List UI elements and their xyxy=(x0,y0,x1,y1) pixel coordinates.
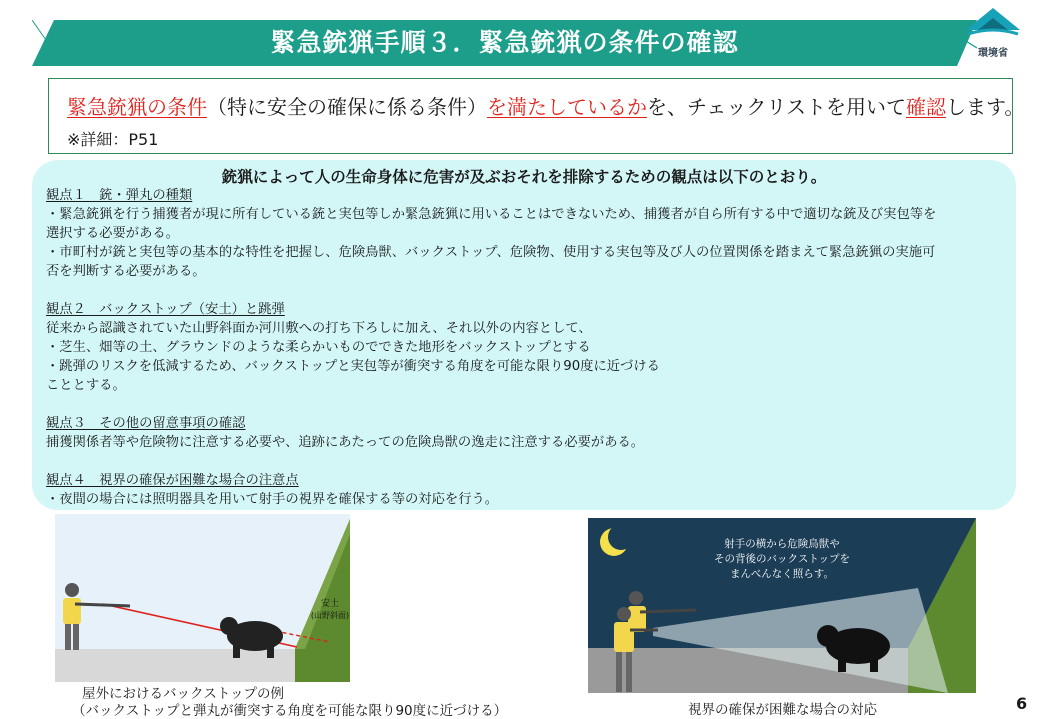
figure-2-caption: 視界の確保が困難な場合の対応 xyxy=(688,702,877,718)
condition-text: を、チェックリストを用いて xyxy=(647,95,906,119)
perspective-1-heading: 観点１ 銃・弾丸の種類 xyxy=(46,188,193,203)
condition-end: します。 xyxy=(946,95,1025,119)
perspective-2-line: こととする。 xyxy=(46,378,126,393)
condition-qualifier: （特に安全の確保に係る条件） xyxy=(207,95,487,119)
perspective-4-heading: 観点４ 視界の確保が困難な場合の注意点 xyxy=(46,473,299,488)
perspective-1-line: ・市町村が銃と実包等の基本的な特性を把握し、危険鳥獣、バックストップ、危険物、使用する実包等及び人の位置関係を踏まえて緊急銃猟の実施可 xyxy=(46,245,936,260)
perspective-2-line: ・跳弾のリスクを低減するため、バックストップと実包等が衝突する角度を可能な限り90度に近づける xyxy=(46,359,660,374)
perspective-2-heading: 観点２ バックストップ（安土）と跳弾 xyxy=(46,302,285,317)
ministry-logo xyxy=(958,2,1028,62)
slope-label: 安土 xyxy=(320,599,340,609)
perspective-1-line: 否を判断する必要がある。 xyxy=(46,264,206,279)
perspective-1-line: ・緊急銃猟を行う捕獲者が現に所有している銃と実包等しか緊急銃猟に用いることはできないため、捕獲者が自ら所有する中で適切な銃及び実包等を xyxy=(46,207,937,222)
figure-1-caption: 屋外におけるバックストップの例 xyxy=(82,686,284,702)
light-note: その背後のバックストップを xyxy=(713,553,851,565)
perspectives-panel xyxy=(32,160,1016,510)
backstop-illustration xyxy=(55,514,350,682)
perspective-2-line: ・芝生、畑等の土、グラウンドのような柔らかいものでできた地形をバックストップとする xyxy=(46,340,591,355)
night-visibility-illustration xyxy=(588,518,976,693)
condition-satisfied: を満たしているか xyxy=(487,95,647,119)
page-title: 緊急銃猟手順３．緊急銃猟の条件の確認 xyxy=(270,28,739,57)
perspective-4-line: ・夜間の場合には照明器具を用いて射手の視界を確保する等の対応を行う。 xyxy=(46,492,499,507)
panel-title: 銃猟によって人の生命身体に危害が及ぶおそれを排除するための観点は以下のとおり。 xyxy=(221,168,827,186)
light-note: まんべんなく照らす。 xyxy=(730,568,834,580)
condition-confirm: 確認 xyxy=(906,95,946,119)
logo-text: 環境省 xyxy=(978,48,1008,59)
perspective-3-heading: 観点３ その他の留意事項の確認 xyxy=(46,416,246,431)
condition-box xyxy=(48,78,1025,154)
perspective-3-line: 捕獲関係者等や危険物に注意する必要や、追跡にあたっての危険鳥獣の逸走に注意する必要がある。 xyxy=(46,435,645,450)
perspective-1-line: 選択する必要がある。 xyxy=(46,226,179,241)
slope-label-sub: (山野斜面) xyxy=(310,611,350,620)
condition-term: 緊急銃猟の条件 xyxy=(67,95,207,119)
title-banner xyxy=(32,20,977,66)
perspective-2-line: 従来から認識されていた山野斜面か河川敷への打ち下ろしに加え、それ以外の内容として、 xyxy=(46,321,592,336)
figure-1-caption-sub: （バックストップと弾丸が衝突する角度を可能な限り90度に近づける） xyxy=(72,703,508,719)
detail-reference: ※詳細：P51 xyxy=(67,130,159,149)
mountain-logo-icon xyxy=(958,2,1028,44)
light-note: 射手の横から危険鳥獣や xyxy=(724,538,840,550)
condition-statement xyxy=(67,91,1024,120)
page-number: 6 xyxy=(1016,694,1028,713)
